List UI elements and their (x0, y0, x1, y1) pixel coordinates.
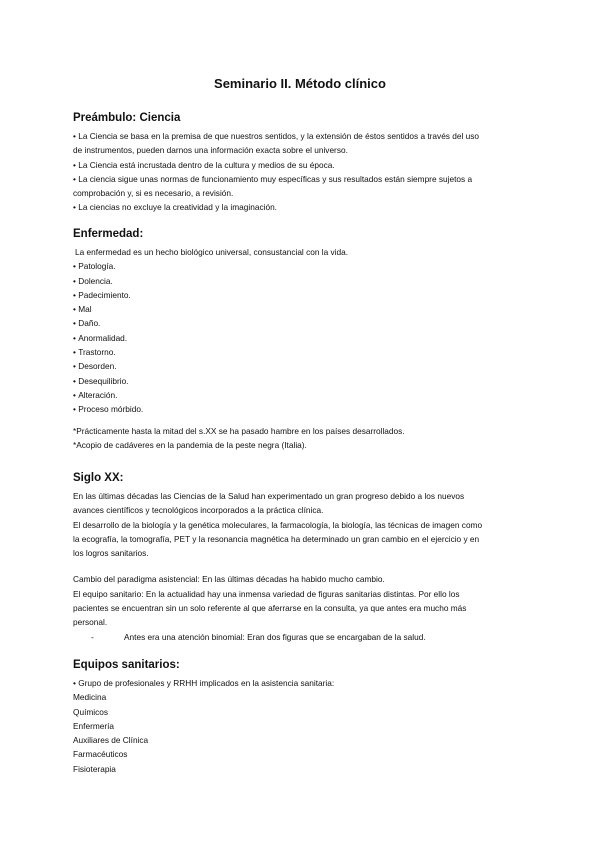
paragraph-line: • Grupo de profesionales y RRHH implicados en la asistencia sanitaria: (73, 676, 533, 690)
section-heading: Siglo XX: (73, 472, 124, 484)
dash-marker: - (91, 631, 94, 642)
list-item: Fisioterapia (73, 763, 116, 774)
section-siglo-xx (73, 472, 533, 644)
note-line: *Prácticamente hasta la mitad del s.XX se ha pasado hambre en los países desarrollados. (73, 425, 405, 436)
list-item: • Patología. (73, 259, 533, 273)
paragraph-line: En las últimas décadas las Ciencias de la Salud han experimentado un gran progreso debido a los nuevos (73, 491, 465, 501)
section-enfermedad (73, 228, 533, 452)
list-item: • Dolencia. (73, 274, 533, 288)
paragraph-line: personal. (73, 617, 108, 628)
paragraph-line: El desarrollo de la biología y la genética moleculares, la farmacología, la biología, las técnicas de imagen como (73, 519, 483, 530)
dash-item-text: Antes era una atención binomial: Eran dos figuras que se encargaban de la salud. (124, 631, 426, 642)
note-line: *Acopio de cadáveres en la pandemia de la peste negra (Italia). (73, 439, 307, 450)
list-item: Enfermería (73, 720, 115, 731)
list-item: • Proceso mórbido. (73, 402, 533, 416)
section-equipos (73, 659, 533, 776)
list-item: • Daño. (73, 316, 533, 330)
paragraph-line: comprobación y, si es necesario, a revisión. (73, 188, 234, 199)
paragraph-line: • La Ciencia está incrustada dentro de la cultura y medios de su época. (73, 158, 533, 172)
list-item: Farmacéuticos (73, 749, 128, 760)
section-heading: Preámbulo: Ciencia (73, 112, 181, 124)
paragraph-line: La enfermedad es un hecho biológico universal, consustancial con la vida. (75, 247, 349, 257)
list-item: Medicina (73, 692, 107, 703)
section-heading: Enfermedad: (73, 228, 144, 240)
section-preambulo (73, 112, 533, 215)
list-item: • Desequilibrio. (73, 374, 533, 388)
dash-list-item (73, 630, 533, 644)
list-item: • Trastorno. (73, 345, 533, 359)
list-item: Auxiliares de Clínica (73, 735, 149, 746)
paragraph-line: los logros sanitarios. (73, 548, 149, 559)
paragraph-line: • La ciencia sigue unas normas de funcionamiento muy específicas y sus resultados están siempre sujetos a (73, 172, 533, 186)
paragraph-line: la ecografía, la tomografía, PET y la resonancia magnética ha determinado un gran cambio en el ejercicio y en (73, 533, 480, 544)
paragraph-line: de instrumentos, pueden darnos una información exacta sobre el universo. (73, 145, 348, 156)
list-item: • Alteración. (73, 388, 533, 402)
paragraph-line: Cambio del paradigma asistencial: En las últimas décadas ha habido mucho cambio. (73, 574, 385, 585)
paragraph-line: avances científicos y tecnológicos incorporados a la práctica clínica. (73, 505, 324, 516)
list-item: Químicos (73, 706, 109, 717)
page-title: Seminario II. Método clínico (214, 76, 386, 91)
list-item: • Desorden. (73, 359, 533, 373)
paragraph-line: El equipo sanitario: En la actualidad hay una inmensa variedad de figuras sanitarias distintas. Por ello los (73, 588, 460, 599)
list-item: • Mal (73, 302, 533, 316)
paragraph-line: • La Ciencia se basa en la premisa de que nuestros sentidos, y la extensión de éstos sentidos a través del uso (73, 129, 533, 143)
paragraph-line: pacientes se encuentran sin un solo referente al que aferrarse en la consulta, ya que antes era mucho más (73, 603, 467, 614)
list-item: • Anormalidad. (73, 331, 533, 345)
list-item: • Padecimiento. (73, 288, 533, 302)
section-heading: Equipos sanitarios: (73, 659, 180, 671)
paragraph-line: • La ciencias no excluye la creatividad y la imaginación. (73, 200, 533, 214)
